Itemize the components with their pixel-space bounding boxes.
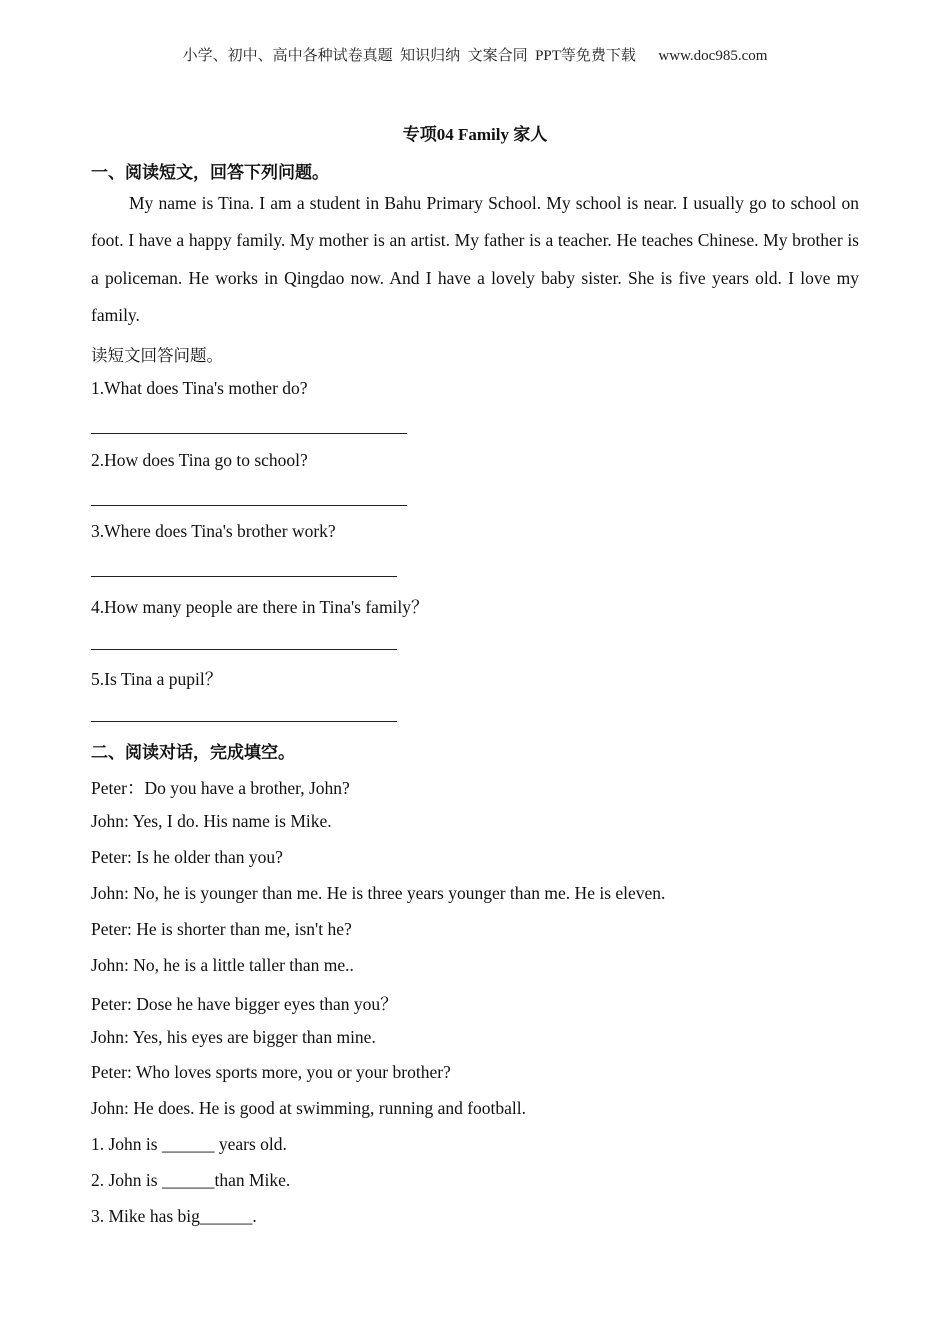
dialogue-line-6: John: No, he is a little taller than me.. bbox=[91, 955, 354, 975]
reading-passage: My name is Tina. I am a student in Bahu Primary School. My school is near. I usually go to school on foot. I have a happy family. My mother is an artist. My father is a teacher. He teaches Chinese. My brother is a policeman. He works in Qingdao now. And I have a lovely baby sister. She is five years old. I love my family. bbox=[91, 193, 859, 325]
blank-question-3: 3. Mike has big______. bbox=[91, 1206, 257, 1226]
instruction-text: 读短文回答问题。 bbox=[91, 346, 223, 365]
section1-heading: 一、阅读短文，回答下列问题。 bbox=[91, 163, 329, 183]
page-title: 专项04 Family 家人 bbox=[402, 125, 548, 144]
answer-line-2 bbox=[91, 505, 407, 506]
answer-line-3 bbox=[91, 576, 397, 577]
section2-heading: 二、阅读对话，完成填空。 bbox=[91, 743, 295, 763]
answer-line-1 bbox=[91, 433, 407, 434]
answer-line-4 bbox=[91, 649, 397, 650]
question-2: 2.How does Tina go to school? bbox=[91, 450, 308, 470]
question-5: 5.Is Tina a pupil？ bbox=[91, 669, 223, 689]
dialogue-line-5: Peter: He is shorter than me, isn't he? bbox=[91, 919, 352, 939]
dialogue-line-3: Peter: Is he older than you? bbox=[91, 847, 283, 867]
dialogue-line-1: Peter：Do you have a brother, John? bbox=[91, 778, 350, 798]
blank-question-1: 1. John is ______ years old. bbox=[91, 1134, 287, 1154]
question-3: 3.Where does Tina's brother work? bbox=[91, 521, 336, 541]
question-4: 4.How many people are there in Tina's family？ bbox=[91, 597, 429, 617]
dialogue-line-8: John: Yes, his eyes are bigger than mine. bbox=[91, 1027, 376, 1047]
dialogue-line-2: John: Yes, I do. His name is Mike. bbox=[91, 811, 332, 831]
question-1: 1.What does Tina's mother do? bbox=[91, 378, 308, 398]
dialogue-line-9: Peter: Who loves sports more, you or your brother? bbox=[91, 1062, 451, 1082]
dialogue-line-10: John: He does. He is good at swimming, running and football. bbox=[91, 1098, 527, 1118]
page-header: 小学、初中、高中各种试卷真题 知识归纳 文案合同 PPT等免费下载 www.doc985.com bbox=[182, 48, 768, 64]
blank-question-2: 2. John is ______than Mike. bbox=[91, 1170, 291, 1190]
dialogue-line-7: Peter: Dose he have bigger eyes than you？ bbox=[91, 994, 398, 1014]
answer-line-5 bbox=[91, 721, 397, 722]
dialogue-line-4: John: No, he is younger than me. He is three years younger than me. He is eleven. bbox=[91, 883, 666, 903]
